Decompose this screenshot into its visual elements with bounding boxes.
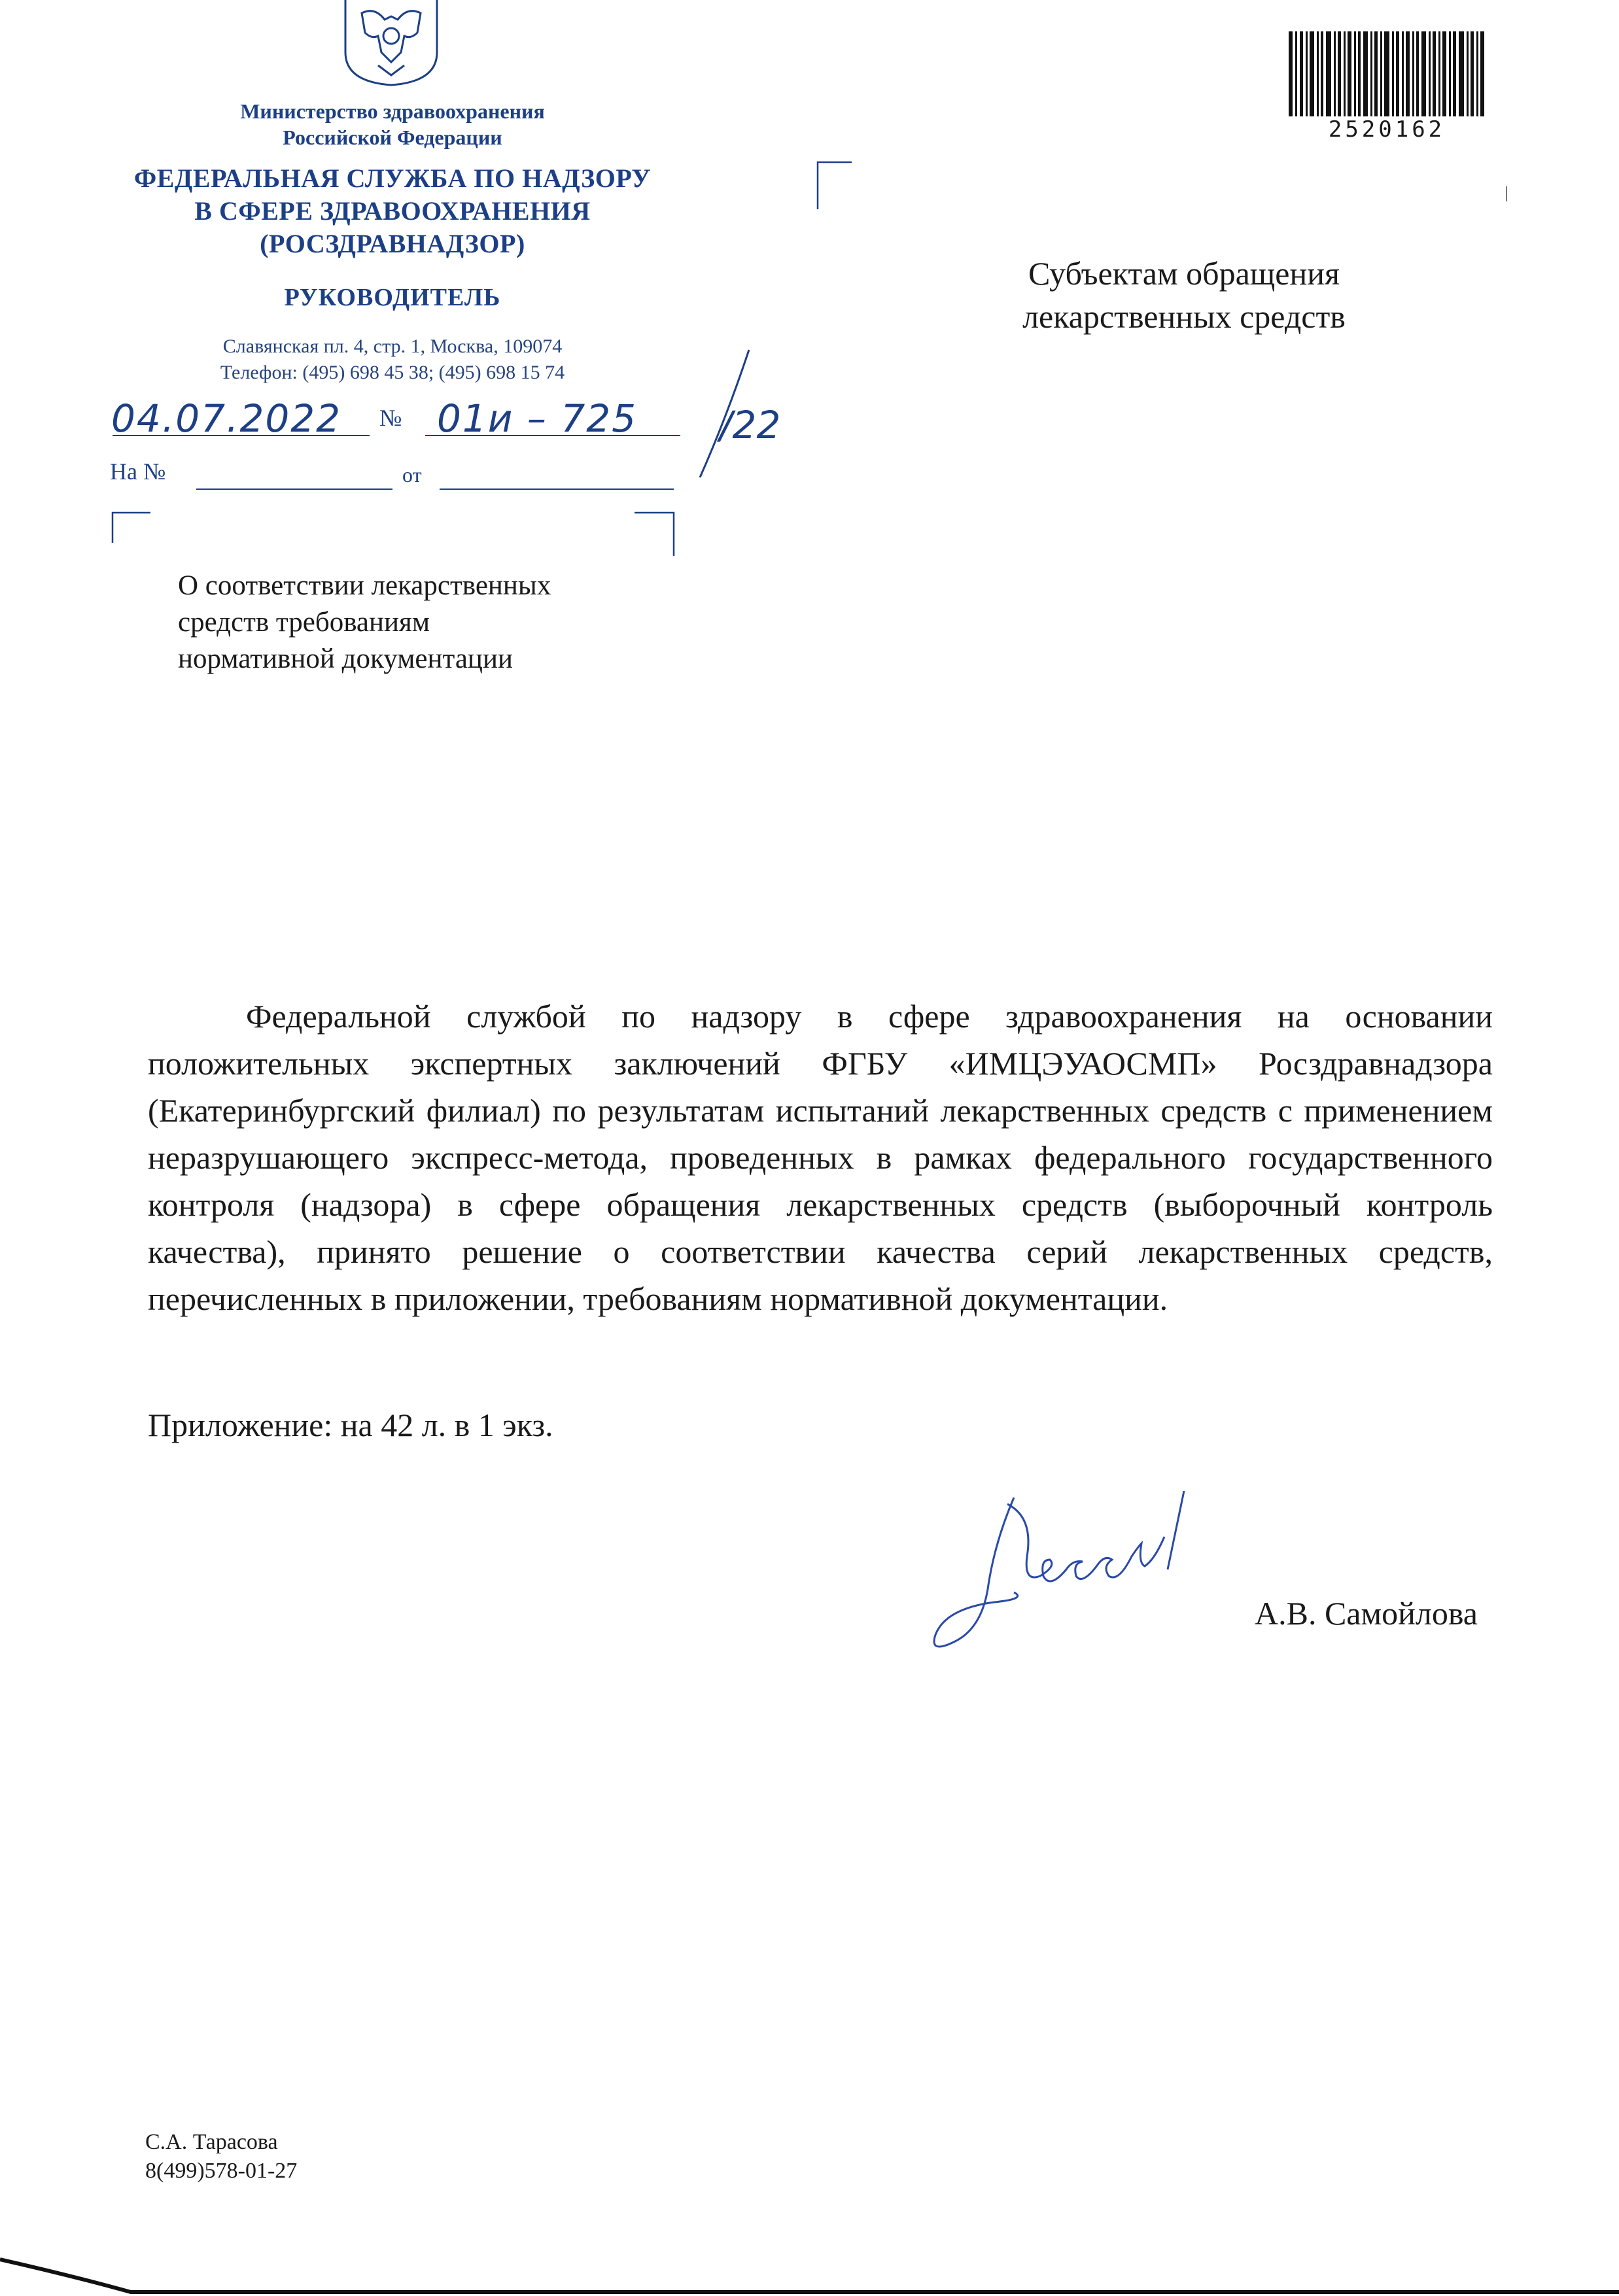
addressee-line-1: Субъектам обращения [1028,255,1340,292]
registration-date: 04.07.2022 [111,396,342,441]
addressee [981,252,1387,338]
executor-block [145,2128,297,2185]
addressee-bracket-left [818,162,852,209]
registration-number-suffix: /22 [720,403,781,447]
number-sign: № [379,405,402,431]
executor-phone: 8(499)578-01-27 [145,2159,298,2183]
body-paragraph: Федеральной службой по надзору в сфере здравоохранения на основании положительных экспертных заключений ФГБУ «ИМЦЭУАОСМП» Росздравнадзора (Екатеринбургский филиал) по результатам испытаний лекарственных средств с применением неразрушающего экспресс-метода, проведенных в рамках федерального государственного контроля (надзора) в сфере обращения лекарственных средств (выборочный контроль качества), принято решение о соответствии качества серий лекарственных средств, перечисленных в приложении, требованиям нормативной документации. [148,998,1493,1317]
attachment-note: Приложение: на 42 л. в 1 экз. [148,1407,553,1443]
address-line: Славянская пл. 4, стр. 1, Москва, 109074 [222,335,563,357]
subject-bracket-left [113,513,150,543]
phone-line: Телефон: (495) 698 45 38; (495) 698 15 74 [220,362,565,383]
service-line-1: ФЕДЕРАЛЬНАЯ СЛУЖБА ПО НАДЗОРУ [133,163,652,193]
barcode [1289,31,1485,116]
ministry-line-2: Российской Федерации [283,126,502,149]
reference-label: На № [110,458,166,485]
service-line-2: В СФЕРЕ ЗДРАВООХРАНЕНИЯ [194,196,591,226]
signer-name: А.В. Самойлова [1255,1595,1478,1632]
subject-line-1: О соответствии лекарственных [178,570,551,601]
addressee-line-2: лекарственных средств [1022,298,1346,335]
barcode-number: 2520162 [1328,116,1446,143]
subject-line-2: средств требованиям [178,607,430,638]
number-slash-stroke [700,350,749,477]
ministry-line-1: Министерство здравоохранения [240,99,545,123]
reference-from-label: от [402,463,422,487]
executor-name: С.А. Тарасова [145,2130,278,2154]
registration-number: 01и – 725 [437,396,638,441]
scan-edge [0,2259,1619,2292]
head-title: РУКОВОДИТЕЛЬ [284,284,501,311]
subject-bracket-right [635,513,674,556]
signature-icon [916,1478,1256,1687]
subject-line-3: нормативной документации [178,643,513,674]
service-line-3: (РОСЗДРАВНАДЗОР) [260,229,525,258]
subject [178,568,649,677]
